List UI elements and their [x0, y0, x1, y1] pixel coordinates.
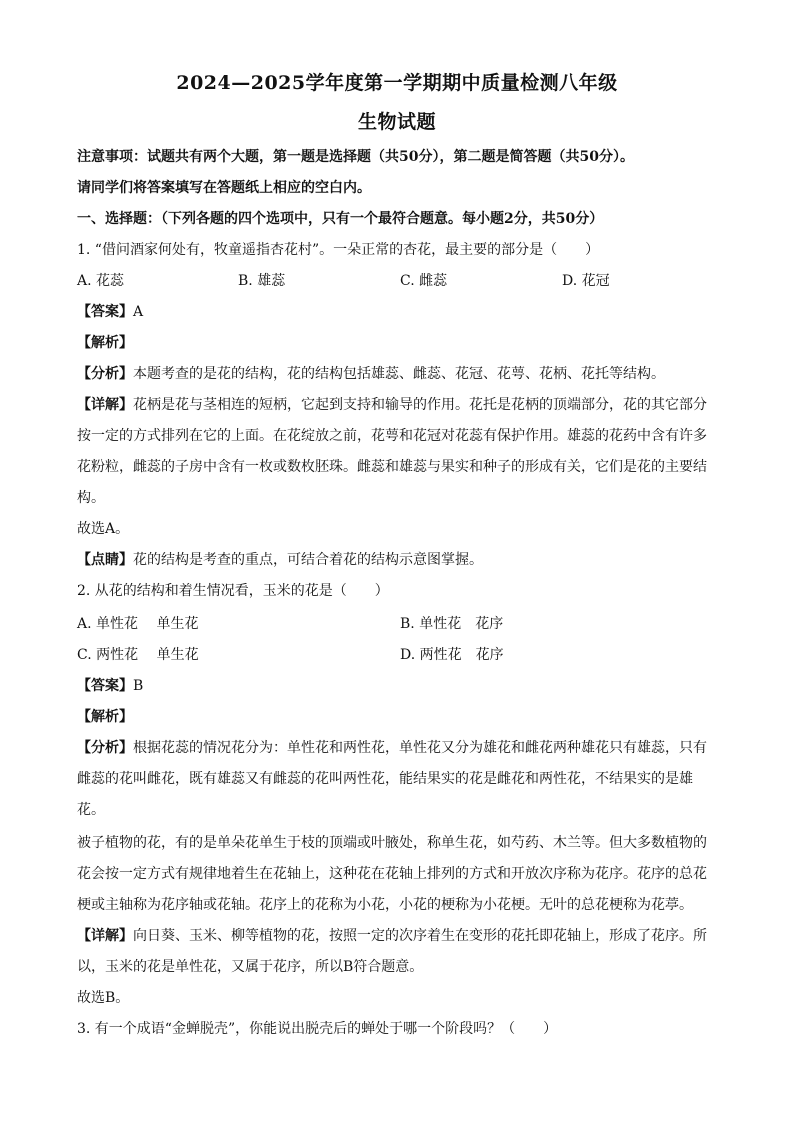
q1-xiangjie-2: 按一定的方式排列在它的上面。在花绽放之前，花萼和花冠对花蕊有保护作用。雄蕊的花药中含有许多: [77, 428, 707, 444]
q2-xiangjie-2: 以，玉米的花是单性花，又属于花序，所以B符合题意。: [77, 959, 424, 975]
notice-line-1: 注意事项：试题共有两个大题，第一题是选择题（共50分），第二题是简答题（共50分）。: [77, 149, 634, 165]
q2-option-c: C. 两性花 单生花: [77, 647, 199, 663]
q2-para-2: 花会按一定方式有规律地着生在花轴上，这种花在花轴上排列的方式和开放次序称为花序。花序的总花: [77, 866, 707, 882]
xiangjie-text: 向日葵、玉米、柳等植物的花，按照一定的次序着生在变形的花托即花轴上，形成了花序。所: [133, 928, 707, 944]
q1-fenxi: [77, 364, 727, 384]
fenxi-text: 本题考查的是花的结构，花的结构包括雄蕊、雌蕊、花冠、花萼、花柄、花托等结构。: [133, 366, 665, 382]
xiangjie-tag: 【详解】: [77, 928, 133, 944]
question-1-stem: 1. “借问酒家何处有，牧童遥指杏花村”。一朵正常的杏花，最主要的部分是（ ）: [77, 242, 600, 258]
exam-subtitle: 生物试题: [357, 111, 436, 133]
question-2-stem: 2. 从花的结构和着生情况看，玉米的花是（ ）: [77, 583, 389, 599]
q1-conclusion: 故选A。: [77, 521, 130, 537]
dianjing-tag: 【点睛】: [77, 552, 133, 568]
q1-xiangjie-3: 花粉粒，雌蕊的子房中含有一枚或数枚胚珠。雌蕊和雄蕊与果实和种子的形成有关，它们是花的主要结: [77, 459, 707, 475]
question-3-stem: 3. 有一个成语“金蝉脱壳”，你能说出脱壳后的蝉处于哪一个阶段吗？（ ）: [77, 1021, 558, 1037]
q1-answer: [77, 302, 727, 322]
q2-fenxi-3: 花。: [77, 802, 105, 818]
q1-dianjing: [77, 550, 727, 570]
fenxi-tag: 【分析】: [77, 740, 133, 756]
q2-para-1: 被子植物的花，有的是单朵花单生于枝的顶端或叶腋处，称单生花，如芍药、木兰等。但大多数植物的: [77, 835, 707, 851]
q2-conclusion: 故选B。: [77, 990, 130, 1006]
q1-option-a: A. 花蕊: [77, 273, 125, 289]
q2-fenxi-2: 雌蕊的花叫雌花，既有雄蕊又有雌蕊的花叫两性花，能结果实的花是雌花和两性花，不结果实的是雄: [77, 771, 693, 787]
q2-para-3: 梗或主轴称为花序轴或花轴。花序上的花称为小花，小花的梗称为小花梗。无叶的总花梗称为花葶。: [77, 897, 693, 913]
exam-title: 2024—2025学年度第一学期期中质量检测八年级: [176, 72, 618, 94]
q1-option-c: C. 雌蕊: [400, 273, 448, 289]
q1-option-b: B. 雄蕊: [238, 273, 286, 289]
dianjing-text: 花的结构是考查的重点，可结合着花的结构示意图掌握。: [133, 552, 483, 568]
q1-xiangjie-1: [77, 395, 727, 415]
q1-option-d: D. 花冠: [562, 273, 610, 289]
q2-option-d: D. 两性花 花序: [400, 647, 504, 663]
q1-analysis-tag: 【解析】: [77, 335, 133, 351]
fenxi-tag: 【分析】: [77, 366, 133, 382]
q2-option-a: A. 单性花 单生花: [77, 616, 199, 632]
xiangjie-text: 花柄是花与茎相连的短柄，它起到支持和输导的作用。花托是花柄的顶端部分，花的其它部分: [133, 397, 707, 413]
q2-analysis-tag: 【解析】: [77, 709, 133, 725]
answer-value: B: [133, 678, 144, 694]
q2-fenxi-1: [77, 738, 727, 758]
notice-line-2: 请同学们将答案填写在答题纸上相应的空白内。: [77, 180, 371, 196]
answer-tag: 【答案】: [77, 678, 133, 694]
answer-tag: 【答案】: [77, 304, 133, 320]
q1-xiangjie-4: 构。: [77, 490, 105, 506]
q2-option-b: B. 单性花 花序: [400, 616, 504, 632]
fenxi-text: 根据花蕊的情况花分为：单性花和两性花，单性花又分为雄花和雌花两种雄花只有雄蕊，只有: [133, 740, 707, 756]
answer-value: A: [133, 304, 144, 320]
q2-answer: [77, 676, 727, 696]
q2-xiangjie-1: [77, 926, 727, 946]
xiangjie-tag: 【详解】: [77, 397, 133, 413]
section-heading: 一、选择题：（下列各题的四个选项中，只有一个最符合题意。每小题2分，共50分）: [77, 211, 604, 227]
